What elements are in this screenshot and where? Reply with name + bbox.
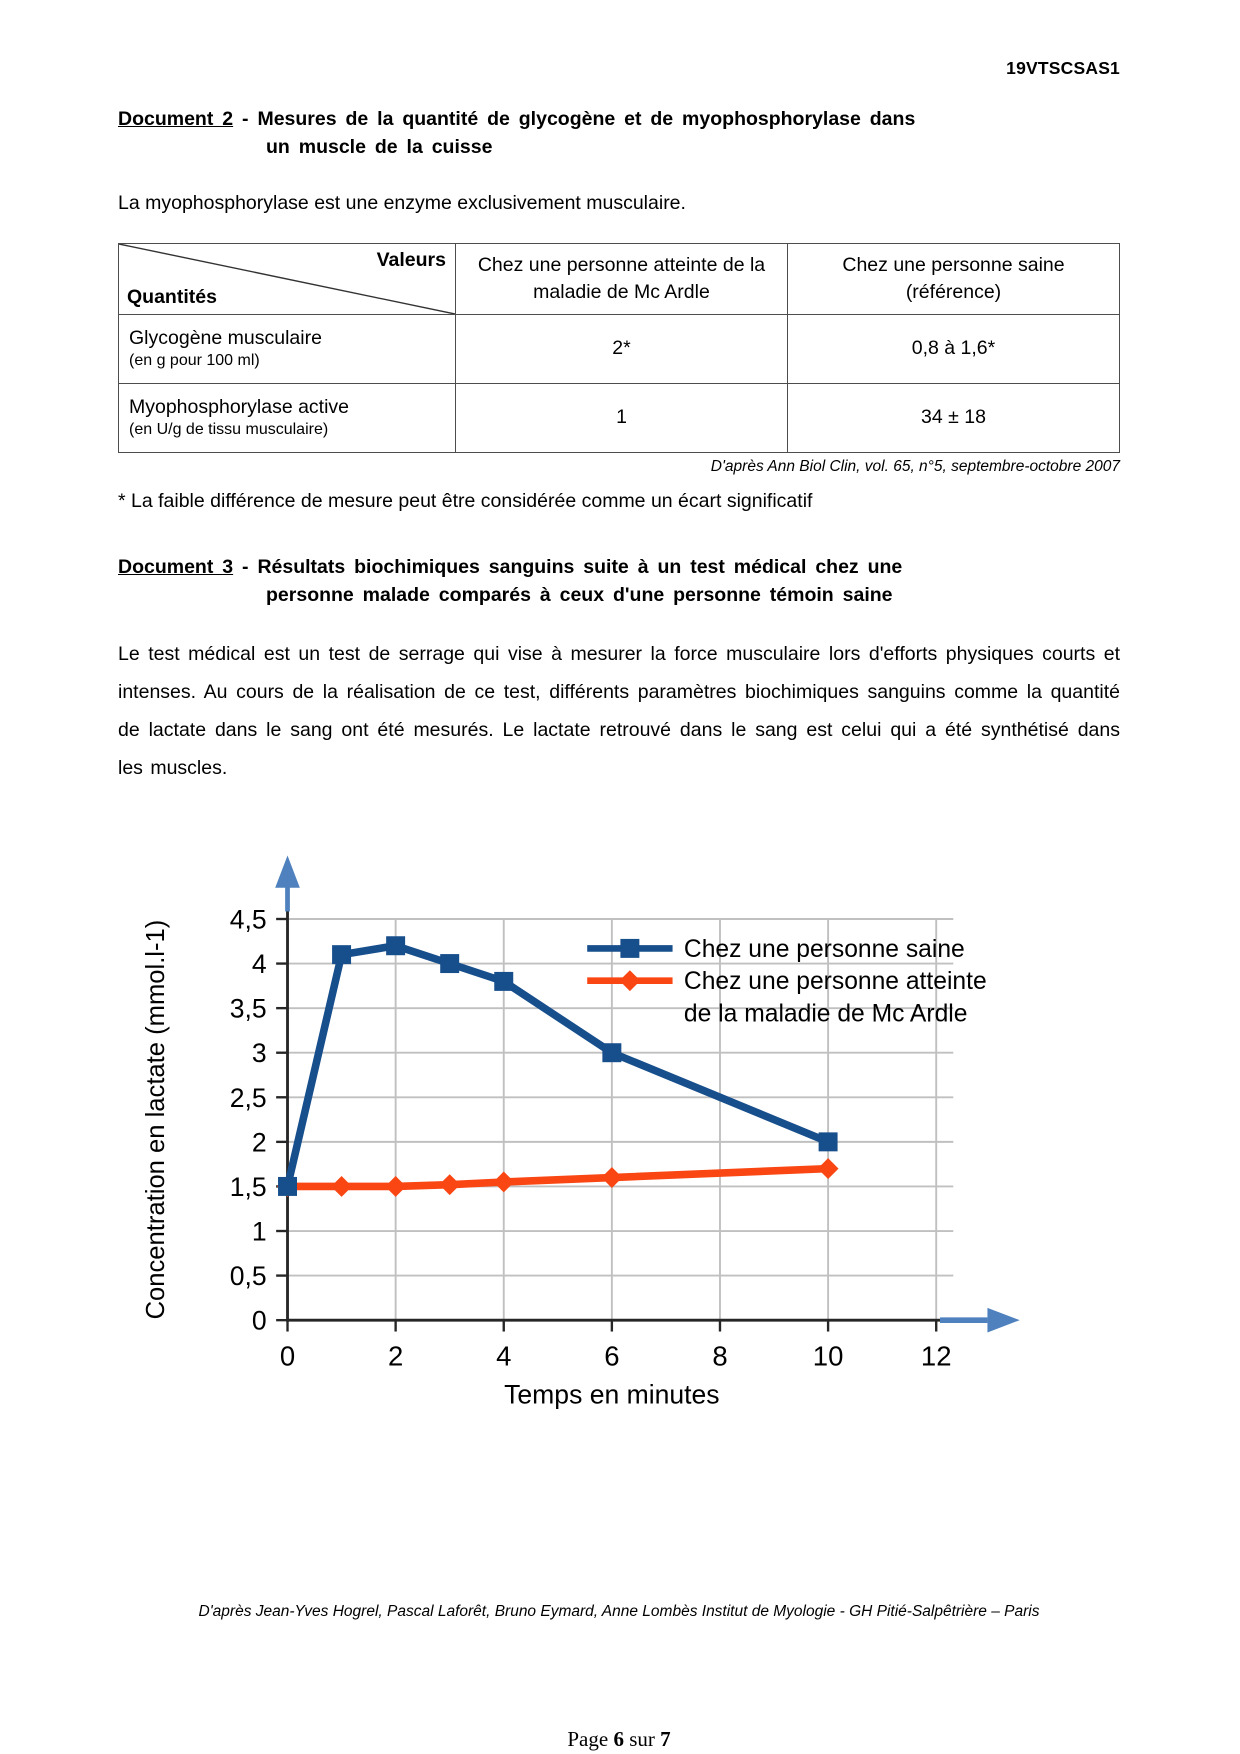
svg-text:0,5: 0,5 [229, 1261, 267, 1292]
svg-text:3: 3 [251, 1038, 267, 1069]
svg-text:1,5: 1,5 [229, 1172, 267, 1203]
svg-text:10: 10 [812, 1340, 844, 1372]
doc3-heading-line2: personne malade comparés à ceux d'une personne témoin saine [266, 583, 893, 606]
value-cell: 1 [456, 383, 788, 452]
value-cell: 2* [456, 314, 788, 383]
svg-text:Temps en minutes: Temps en minutes [504, 1379, 720, 1410]
svg-text:2: 2 [251, 1127, 267, 1158]
svg-text:12: 12 [920, 1340, 952, 1372]
row-unit: (en U/g de tissu musculaire) [129, 420, 329, 438]
column-header-saine: Chez une personne saine (référence) [788, 243, 1120, 314]
svg-text:Chez une personne atteinte: Chez une personne atteinte [683, 968, 987, 996]
svg-text:6: 6 [604, 1340, 620, 1372]
table-corner-cell [119, 243, 456, 314]
row-unit: (en g pour 100 ml) [129, 351, 260, 369]
doc3-label: Document 3 [118, 555, 234, 578]
doc2-heading-line1: Document 2 - Mesures de la quantité de glycogène et de myophosphorylase dans [118, 108, 916, 130]
doc3-heading [118, 553, 1120, 610]
doc2-heading-line2: un muscle de la cuisse [266, 136, 493, 159]
doc2-heading [118, 105, 1120, 162]
svg-text:4: 4 [251, 949, 267, 980]
lactate-chart [126, 827, 1056, 1415]
doc2-label: Document 2 [118, 108, 234, 130]
chart-container [126, 827, 1120, 1420]
chart-source: D'après Jean-Yves Hogrel, Pascal Laforêt, Bruno Eymard, Anne Lombès Institut de Myologie - GH Pitié-Salpêtrière – Paris [198, 1603, 1040, 1621]
doc2-intro: La myophosphorylase est une enzyme exclusivement musculaire. [118, 191, 686, 214]
svg-text:2: 2 [387, 1340, 404, 1372]
svg-text:4,5: 4,5 [229, 904, 267, 935]
table-row [119, 314, 1120, 383]
row-label-glycogene: Glycogène musculaire (en g pour 100 ml) [119, 314, 456, 383]
svg-text:de la maladie de Mc Ardle: de la maladie de Mc Ardle [683, 1000, 968, 1028]
column-header-mcardle: Chez une personne atteinte de la maladie de Mc Ardle [456, 243, 788, 314]
doc2-footnote: * La faible différence de mesure peut être considérée comme un écart significatif [118, 489, 813, 512]
svg-text:3,5: 3,5 [229, 993, 267, 1024]
doc3-heading-line1: Document 3 - Résultats biochimiques sanguins suite à un test médical chez une [118, 555, 903, 578]
value-cell: 34 ± 18 [788, 383, 1120, 452]
svg-text:Chez une personne saine: Chez une personne saine [683, 936, 965, 964]
row-label-myophosphorylase: Myophosphorylase active (en U/g de tissu musculaire) [119, 383, 456, 452]
svg-text:Concentration en lactate (mmol: Concentration en lactate (mmol.l-1) [142, 919, 171, 1320]
page-number-current: 6 [613, 1727, 624, 1752]
table-row [119, 383, 1120, 452]
table-header-row [119, 243, 1120, 314]
svg-text:4: 4 [496, 1340, 512, 1372]
value-cell: 0,8 à 1,6* [788, 314, 1120, 383]
svg-text:8: 8 [712, 1340, 728, 1372]
svg-text:0: 0 [279, 1340, 296, 1372]
doc2-source: D'après Ann Biol Clin, vol. 65, n°5, septembre-octobre 2007 [710, 457, 1120, 475]
svg-text:2,5: 2,5 [229, 1082, 267, 1113]
exam-code: 19VTSCSAS1 [1006, 58, 1120, 78]
doc3-paragraph: Le test médical est un test de serrage qui vise à mesurer la force musculaire lors d'efforts physiques courts et intenses. Au cours de la réalisation de ce test, différents paramètres biochimiques sanguins comme la quantité de lactate dans le sang ont été mesurés. Le lactate retrouvé dans le sang est celui qui a été synthétisé dans les muscles. [118, 643, 1120, 780]
corner-label-valeurs: Valeurs [376, 248, 446, 271]
svg-text:0: 0 [251, 1305, 267, 1336]
page-number-total: 7 [660, 1727, 671, 1752]
measurements-table [118, 243, 1120, 453]
corner-label-quantites: Quantités [127, 285, 217, 308]
svg-text:1: 1 [251, 1216, 267, 1247]
page-footer: Page 6 sur 7 [567, 1727, 671, 1752]
